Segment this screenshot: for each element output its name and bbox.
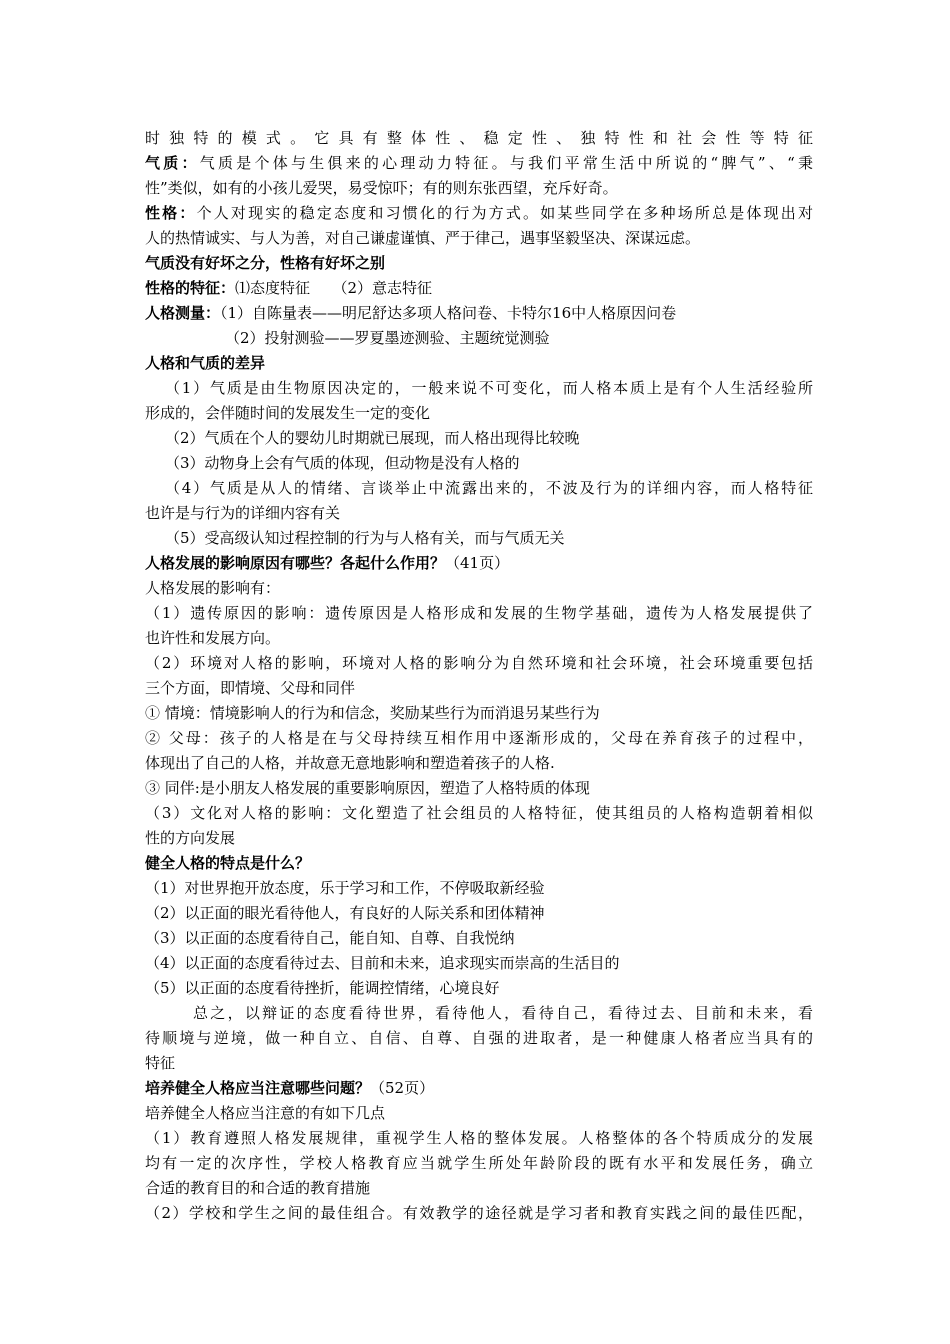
text-line: （1）对世界抱开放态度，乐于学习和工作，不停吸取新经验 bbox=[145, 879, 545, 897]
text-line: （1）教育遵照人格发展规律，重视学生人格的整体发展。人格整体的各个特质成分的发展 bbox=[145, 1129, 813, 1147]
text-line: （2）学校和学生之间的最佳组合。有效教学的途径就是学习者和教育实践之间的最佳匹配， bbox=[145, 1204, 813, 1222]
text-line: 气质：气质是个体与生俱来的心理动力特征。与我们平常生活中所说的“脾气”、“秉 bbox=[145, 154, 813, 172]
text-line: （3）文化对人格的影响：文化塑造了社会组员的人格特征，使其组员的人格构造朝着相似 bbox=[145, 804, 813, 822]
text-line: 待顺境与逆境，做一种自立、自信、自尊、自强的进取者，是一种健康人格者应当具有的 bbox=[145, 1029, 813, 1047]
text-line: 性”类似，如有的小孩儿爱哭，易受惊吓；有的则东张西望，充斥好奇。 bbox=[145, 179, 618, 197]
term-heading: 人格测量： bbox=[145, 304, 221, 322]
text-line: 人格发展的影响有： bbox=[145, 579, 281, 597]
text-line: 时独特的模式。它具有整体性、稳定性、独特性和社会性等特征 bbox=[145, 129, 813, 147]
section-heading: 人格和气质的差异 bbox=[145, 354, 266, 372]
text-line: 也许是与行为的详细内容有关 bbox=[145, 504, 341, 522]
text-line: ① 情境：情境影响人的行为和信念，奖励某些行为而消退另某些行为 bbox=[145, 704, 600, 722]
text-line: 体现出了自己的人格，并故意无意地影响和塑造着孩子的人格. bbox=[145, 754, 555, 772]
term-heading: 性格的特征： bbox=[145, 279, 236, 297]
text-line: 人的热情诚实、与人为善，对自己谦虚谨慎、严于律己，遇事坚毅坚决、深谋远虑。 bbox=[145, 229, 701, 247]
text-line: ③ 同伴:是小朋友人格发展的重要影响原因，塑造了人格特质的体现 bbox=[145, 779, 590, 797]
document-page bbox=[145, 126, 813, 1226]
text-line: 三个方面，即情境、父母和同伴 bbox=[145, 679, 356, 697]
text-line: 特征 bbox=[145, 1054, 176, 1072]
text-line: （5）以正面的态度看待挫折，能调控情绪，心境良好 bbox=[145, 979, 500, 997]
text-line: （2）气质在个人的婴幼儿时期就已展现，而人格出现得比较晚 bbox=[165, 429, 580, 447]
text-line: 也许性和发展方向。 bbox=[145, 629, 281, 647]
section-heading: 人格发展的影响原因有哪些？各起什么作用？（41页） bbox=[145, 554, 510, 572]
text-line: 培养健全人格应当注意的有如下几点 bbox=[145, 1104, 386, 1122]
text-line: （1）遗传原因的影响：遗传原因是人格形成和发展的生物学基础，遗传为人格发展提供了 bbox=[145, 604, 813, 622]
text-line: 形成的，会伴随时间的发展发生一定的变化 bbox=[145, 404, 431, 422]
section-heading: 健全人格的特点是什么？ bbox=[145, 854, 311, 872]
text-line: 性的方向发展 bbox=[145, 829, 236, 847]
text-line: （3）动物身上会有气质的体现，但动物是没有人格的 bbox=[165, 454, 520, 472]
text-line: （4）气质是从人的情绪、言谈举止中流露出来的，不波及行为的详细内容，而人格特征 bbox=[165, 479, 813, 497]
text-line: （5）受高级认知过程控制的行为与人格有关，而与气质无关 bbox=[165, 529, 565, 547]
section-heading: 培养健全人格应当注意哪些问题？（52页） bbox=[145, 1079, 435, 1097]
text-line: 性格的特征：⑴态度特征 （2）意志特征 bbox=[145, 279, 433, 297]
text-line: （2）以正面的眼光看待他人，有良好的人际关系和团体精神 bbox=[145, 904, 545, 922]
text-line: （1）气质是由生物原因决定的，一般来说不可变化，而人格本质上是有个人生活经验所 bbox=[165, 379, 813, 397]
text-line: （2）环境对人格的影响，环境对人格的影响分为自然环境和社会环境，社会环境重要包括 bbox=[145, 654, 813, 672]
term-heading: 性格： bbox=[145, 204, 197, 222]
text-line: ② 父母：孩子的人格是在与父母持续互相作用中逐渐形成的，父母在养育孩子的过程中， bbox=[145, 729, 813, 747]
section-heading: 气质没有好坏之分，性格有好坏之别 bbox=[145, 254, 386, 272]
text-line: 均有一定的次序性，学校人格教育应当就学生所处年龄阶段的既有水平和发展任务，确立 bbox=[145, 1154, 813, 1172]
text-line: 总之，以辩证的态度看待世界，看待他人，看待自己，看待过去、目前和未来，看 bbox=[193, 1004, 813, 1022]
term-heading: 气质： bbox=[145, 154, 200, 172]
text-line: （4）以正面的态度看待过去、目前和未来，追求现实而崇高的生活目的 bbox=[145, 954, 620, 972]
text-line: （3）以正面的态度看待自己，能自知、自尊、自我悦纳 bbox=[145, 929, 515, 947]
text-line: 合适的教育目的和合适的教育措施 bbox=[145, 1179, 371, 1197]
text-line: 人格测量：（1）自陈量表——明尼舒达多项人格问卷、卡特尔16中人格原因问卷 bbox=[145, 304, 677, 322]
text-line: （2）投射测验——罗夏墨迹测验、主题统觉测验 bbox=[225, 329, 550, 347]
text-line: 性格：个人对现实的稳定态度和习惯化的行为方式。如某些同学在多种场所总是体现出对 bbox=[145, 204, 813, 222]
